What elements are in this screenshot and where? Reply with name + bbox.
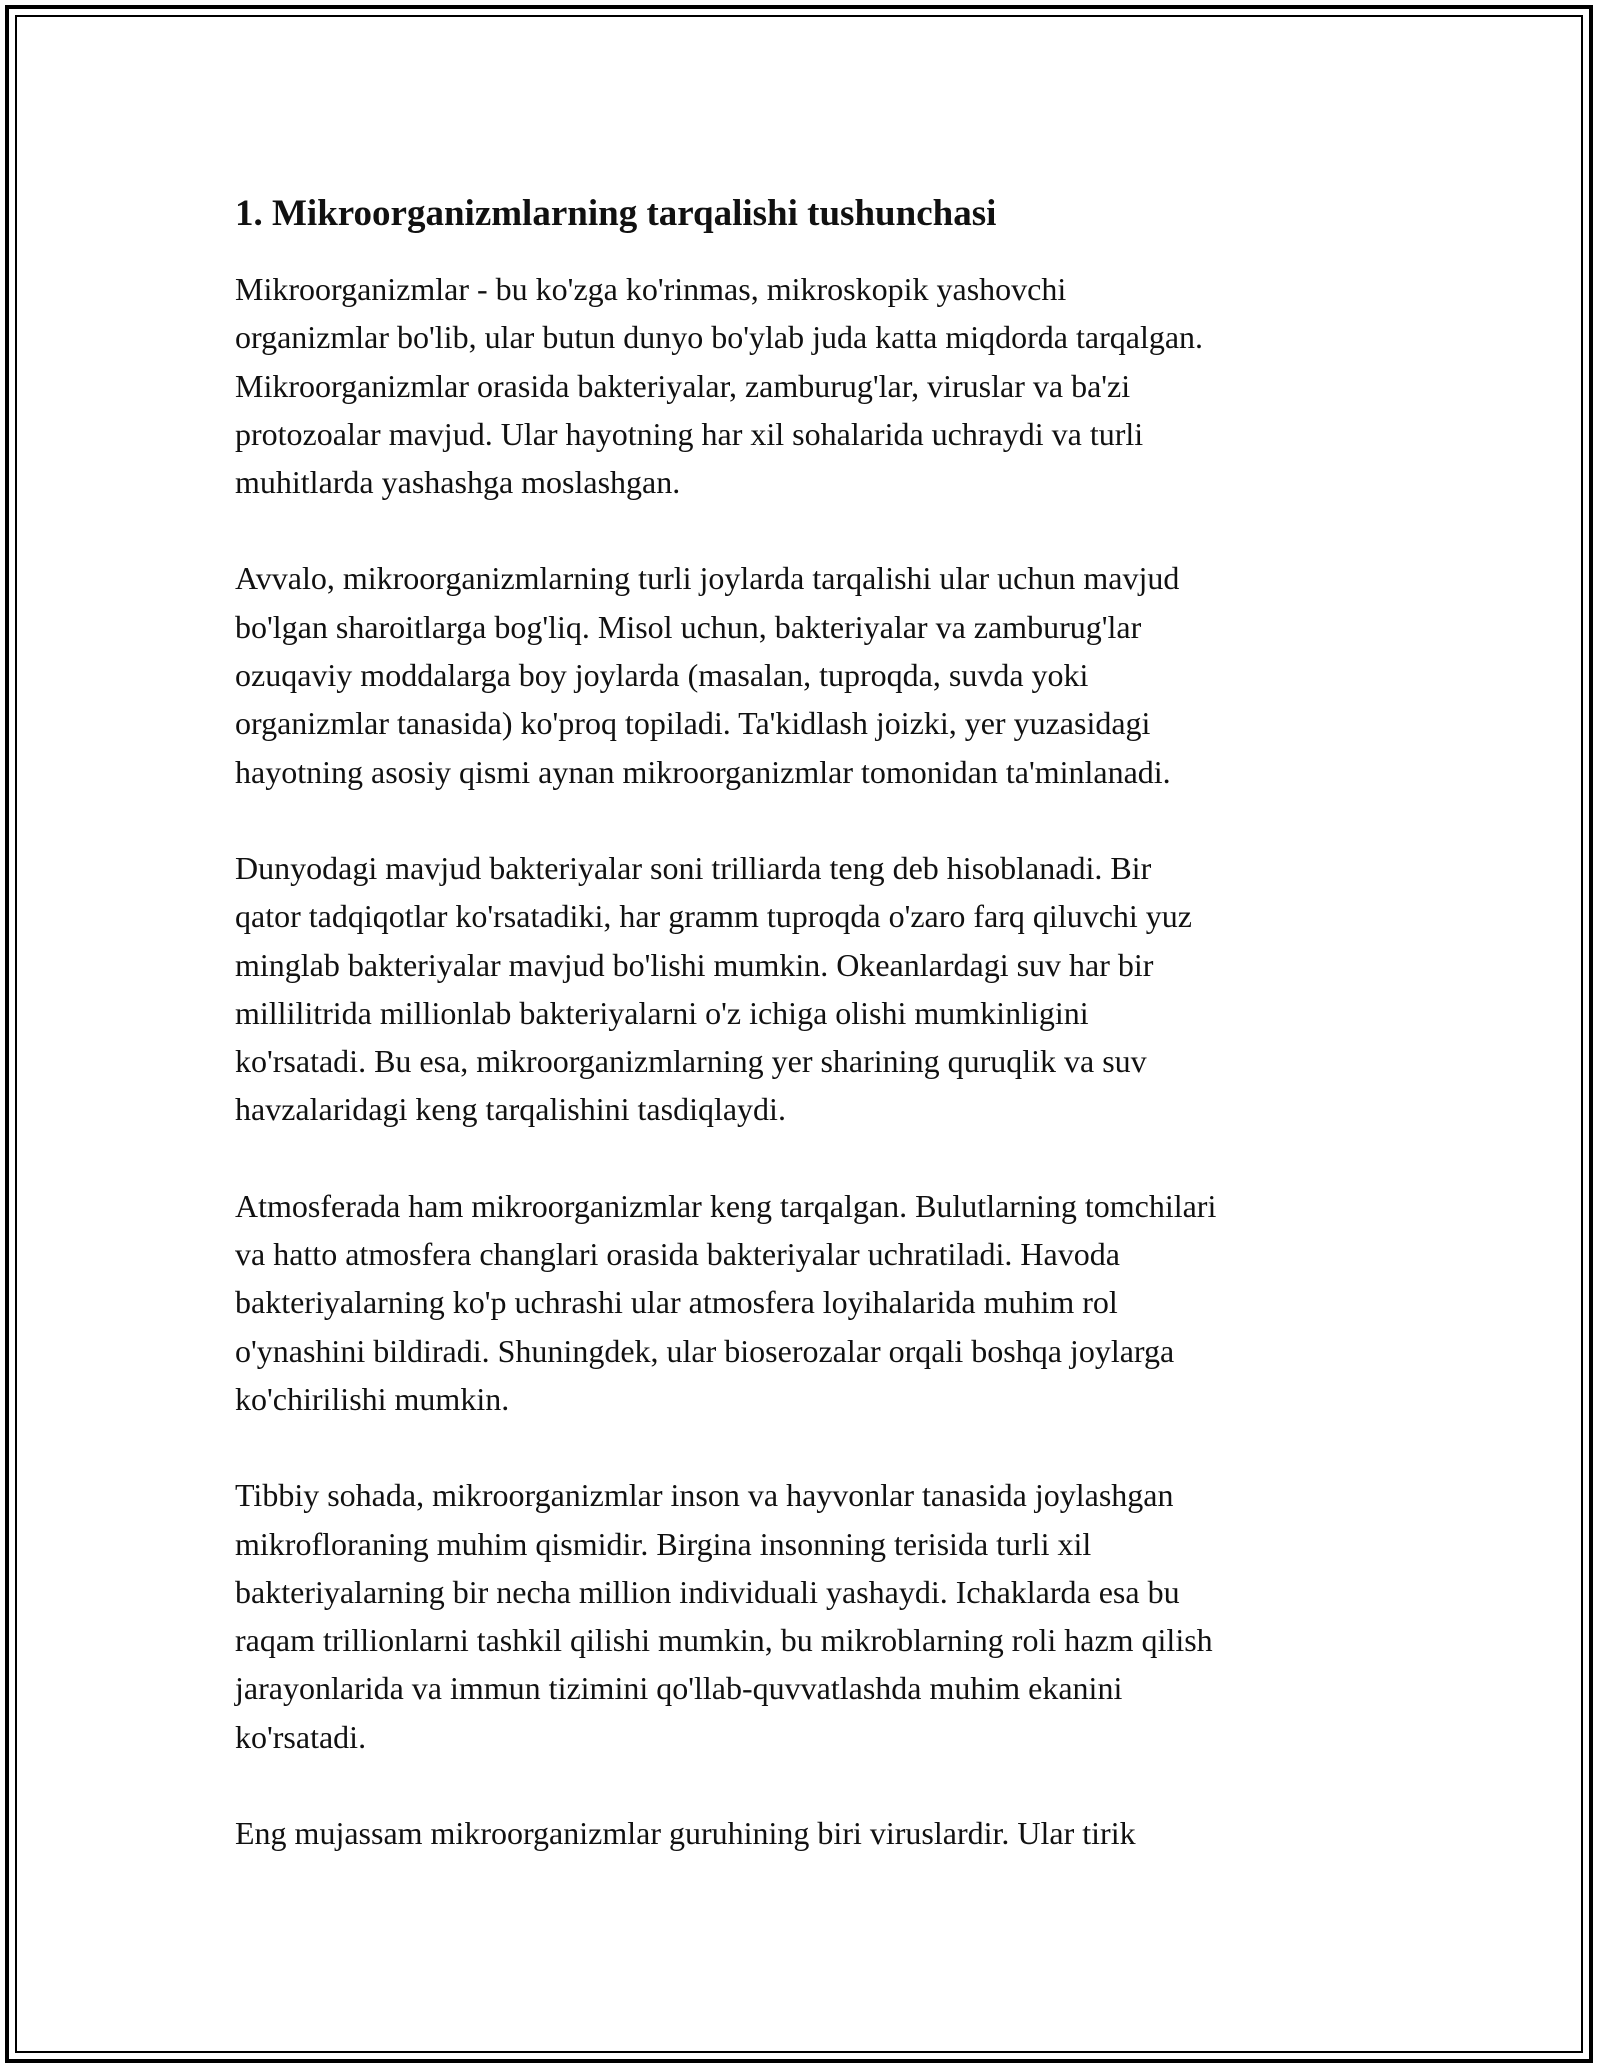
paragraph-4 xyxy=(235,1182,1375,1423)
text-line: bakteriyalarning bir necha million individuali yashaydi. Ichaklarda esa bu xyxy=(235,1573,1180,1610)
text-line: ko'rsatadi. xyxy=(235,1718,367,1755)
text-line: ko'rsatadi. Bu esa, mikroorganizmlarning yer sharining quruqlik va suv xyxy=(235,1043,1147,1080)
text-line: o'ynashini bildiradi. Shuningdek, ular bioserozalar orqali boshqa joylarga xyxy=(235,1332,1175,1369)
text-line: Mikroorganizmlar - bu ko'zga ko'rinmas, mikroskopik yashovchi xyxy=(235,271,1067,307)
text-line: va hatto atmosfera changlari orasida bakteriyalar uchratiladi. Havoda xyxy=(235,1236,1120,1273)
text-line: hayotning asosiy qismi aynan mikroorganizmlar tomonidan ta'minlanadi. xyxy=(235,753,1171,790)
text-line: bakteriyalarning ko'p uchrashi ular atmosfera loyihalarida muhim rol xyxy=(235,1284,1118,1321)
section-heading: 1. Mikroorganizmlarning tarqalishi tushunchasi xyxy=(235,193,997,234)
text-line: ko'chirilishi mumkin. xyxy=(235,1380,510,1417)
text-line: Eng mujassam mikroorganizmlar guruhining biri viruslardir. Ular tirik xyxy=(235,1815,1136,1852)
text-line: organizmlar tanasida) ko'proq topiladi. Ta'kidlash joizki, yer yuzasidagi xyxy=(235,705,1151,742)
text-line: ozuqaviy moddalarga boy joylarda (masalan, tuproqda, suvda yoki xyxy=(235,657,1089,694)
text-line: mikrofloraning muhim qismidir. Birgina insonning terisida turli xil xyxy=(235,1525,1092,1562)
text-line: havzalaridagi keng tarqalishini tasdiqlaydi. xyxy=(235,1091,786,1128)
text-line: protozoalar mavjud. Ular hayotning har xil sohalarida uchraydi va turli xyxy=(235,415,1144,452)
text-line: Mikroorganizmlar orasida bakteriyalar, zamburug'lar, viruslar va ba'zi xyxy=(235,367,1131,404)
text-line: raqam trillionlarni tashkil qilishi mumkin, bu mikroblarning roli hazm qilish xyxy=(235,1622,1213,1659)
text-line: Avvalo, mikroorganizmlarning turli joylarda tarqalishi ular uchun mavjud xyxy=(235,560,1180,597)
text-line: jarayonlarida va immun tizimini qo'llab-quvvatlashda muhim ekanini xyxy=(235,1670,1123,1707)
paragraph-2 xyxy=(235,554,1375,795)
text-line: minglab bakteriyalar mavjud bo'lishi mumkin. Okeanlardagi suv har bir xyxy=(235,946,1154,983)
paragraph-6 xyxy=(235,1809,1375,1857)
text-line: muhitlarda yashashga moslashgan. xyxy=(235,464,681,501)
paragraph-5 xyxy=(235,1471,1375,1761)
paragraph-1 xyxy=(235,265,1375,506)
text-line: Dunyodagi mavjud bakteriyalar soni trilliarda teng deb hisoblanadi. Bir xyxy=(235,849,1152,886)
text-line: bo'lgan sharoitlarga bog'liq. Misol uchun, bakteriyalar va zamburug'lar xyxy=(235,608,1142,645)
text-line: organizmlar bo'lib, ular butun dunyo bo'ylab juda katta miqdorda tarqalgan. xyxy=(235,319,1204,356)
text-line: Tibbiy sohada, mikroorganizmlar inson va hayvonlar tanasida joylashgan xyxy=(235,1477,1174,1514)
document-body xyxy=(235,185,1375,1905)
paragraph-3 xyxy=(235,844,1375,1134)
text-line: qator tadqiqotlar ko'rsatadiki, har gramm tuproqda o'zaro farq qiluvchi yuz xyxy=(235,898,1192,935)
text-line: millilitrida millionlab bakteriyalarni o'z ichiga olishi mumkinligini xyxy=(235,994,1089,1031)
text-line: Atmosferada ham mikroorganizmlar keng tarqalgan. Bulutlarning tomchilari xyxy=(235,1187,1217,1224)
